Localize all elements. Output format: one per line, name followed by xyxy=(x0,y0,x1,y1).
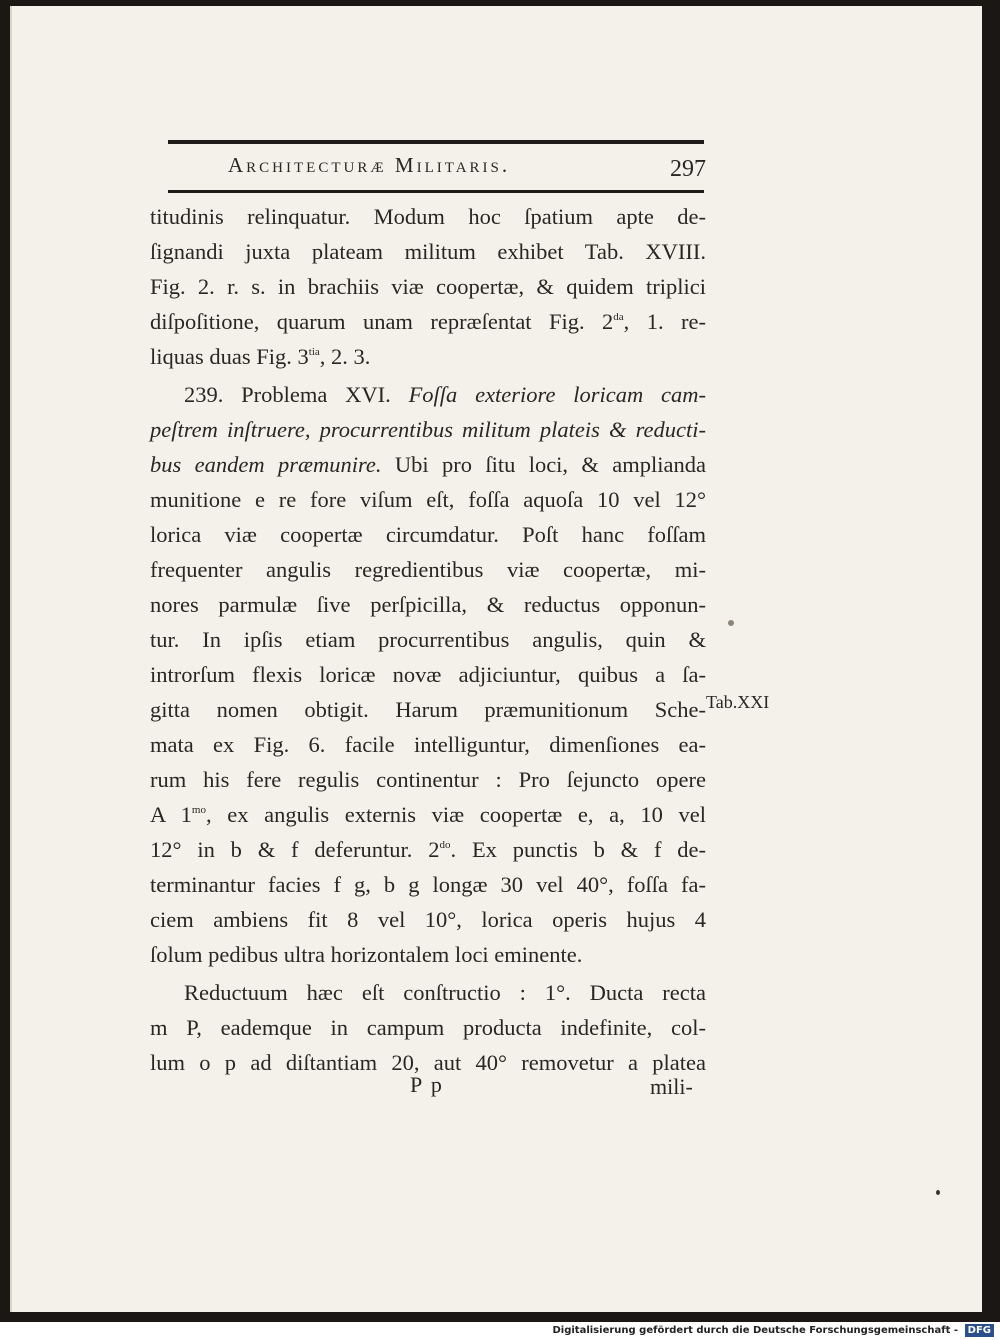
text-line: munitione e re fore viſum eſt, foſſa aquoſa 10 vel 12° xyxy=(150,487,706,512)
text-span: liquas duas Fig. 3 xyxy=(150,344,309,369)
text-span: , 2. 3. xyxy=(319,344,371,369)
text-line: Fig. 2. r. s. in brachiis viæ coopertæ, & quidem triplici xyxy=(150,274,706,299)
section-number: 239. Problema XVI. xyxy=(184,382,409,407)
text-line: gitta nomen obtigit. Harum præmunitionum Sche- xyxy=(150,697,706,722)
header-rule-top xyxy=(168,140,704,144)
text-line: lum o p ad diſtantiam 20, aut 40° removetur a platea xyxy=(150,1050,706,1075)
text-line: ſignandi juxta plateam militum exhibet Tab. XVIII. xyxy=(150,239,706,264)
text-span: 12° in b & f deferuntur. 2 xyxy=(150,837,440,862)
text-line: ſolum pedibus ultra horizontalem loci eminente. xyxy=(150,942,583,967)
catchword: mili- xyxy=(650,1074,693,1099)
text-span: A 1 xyxy=(150,802,192,827)
text-line: nores parmulæ ſive perſpicilla, & reductus opponun- xyxy=(150,592,706,617)
paper-spot xyxy=(936,1190,940,1195)
problem-title: Foſſa exteriore loricam cam- xyxy=(408,382,706,407)
signature-mark: P p xyxy=(410,1072,444,1097)
paper-spot xyxy=(728,620,734,626)
dfg-logo: DFG xyxy=(965,1324,994,1337)
text-line: peſtrem inſtruere, procurrentibus militum plateis & reducti- xyxy=(150,417,706,442)
text-span: Ubi pro ſitu loci, & amplianda xyxy=(381,452,706,477)
text-line: ciem ambiens fit 8 vel 10°, lorica operis hujus 4 xyxy=(150,907,706,932)
text-span: diſpoſitione, quarum unam repræſentat Fig. 2 xyxy=(150,309,614,334)
text-line xyxy=(150,833,706,867)
text-span: , 1. re- xyxy=(623,309,706,334)
text-line xyxy=(150,305,706,339)
text-line: titudinis relinquatur. Modum hoc ſpatium apte de- xyxy=(150,204,706,229)
text-line xyxy=(184,378,706,412)
margin-note: Tab.XXI xyxy=(706,692,770,712)
problem-title: bus eandem præmunire. xyxy=(150,452,382,477)
superscript: mo xyxy=(191,804,206,816)
text-line: frequenter angulis regredientibus viæ coopertæ, mi- xyxy=(150,557,706,582)
text-line: introrſum flexis loricæ novæ adjiciuntur, quibus a ſa- xyxy=(150,662,706,687)
text-line xyxy=(150,340,706,374)
text-line xyxy=(150,448,706,482)
page-number: 297 xyxy=(670,156,706,182)
text-line: lorica viæ coopertæ circumdatur. Poſt hanc foſſam xyxy=(150,522,706,547)
superscript: do xyxy=(439,839,451,851)
footer-text: Digitalisierung gefördert durch die Deutsche Forschungsgemeinschaft - xyxy=(552,1325,958,1336)
text-line: terminantur facies f g, b g longæ 30 vel 40°, foſſa fa- xyxy=(150,872,706,897)
text-line: Reductuum hæc eſt conſtructio : 1°. Ducta recta xyxy=(184,980,706,1005)
superscript: da xyxy=(613,311,624,323)
text-span: , ex angulis externis viæ coopertæ e, a, 10 vel xyxy=(205,802,706,827)
text-line: tur. In ipſis etiam procurrentibus angulis, quin & xyxy=(150,627,706,652)
digitization-footer xyxy=(0,1322,1000,1340)
superscript: tia xyxy=(308,346,320,358)
text-line: mata ex Fig. 6. facile intelliguntur, dimenſiones ea- xyxy=(150,732,706,757)
running-head: Architecturæ Militaris. xyxy=(228,153,511,177)
text-line: m P, eademque in campum producta indefinite, col- xyxy=(150,1015,706,1040)
text-line xyxy=(150,798,706,832)
header-rule-bottom xyxy=(168,190,704,193)
text-line: rum his fere regulis continentur : Pro ſejuncto opere xyxy=(150,767,706,792)
text-span: . Ex punctis b & f de- xyxy=(450,837,706,862)
